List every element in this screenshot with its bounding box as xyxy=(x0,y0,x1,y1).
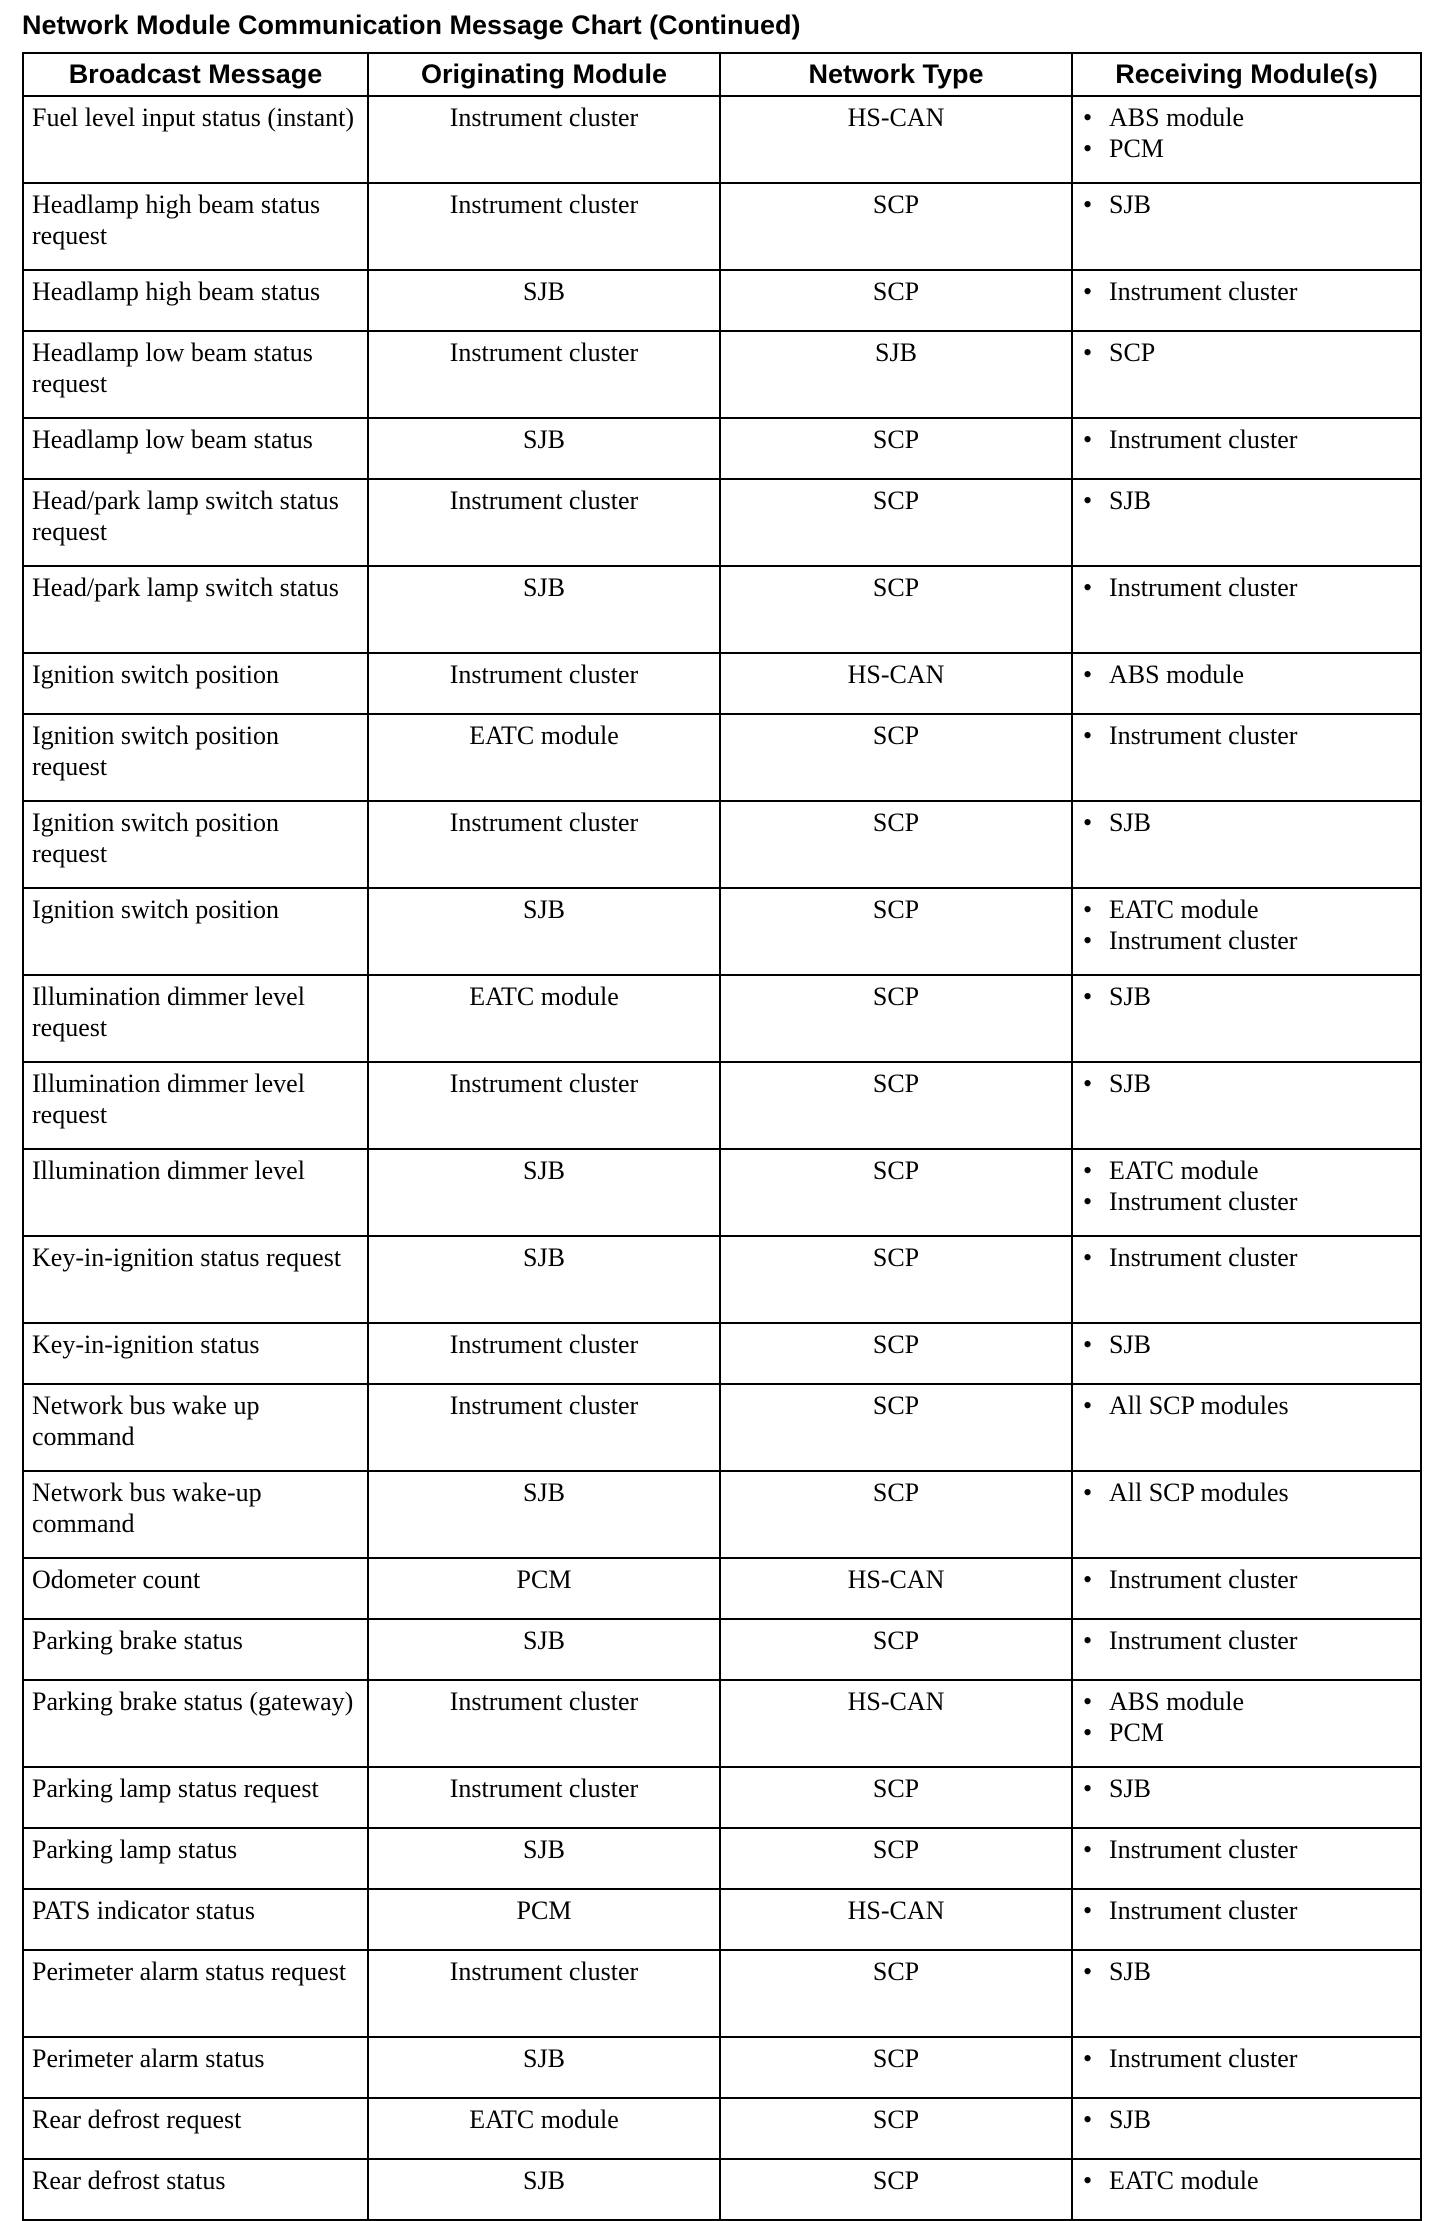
receiving-module-item: • SCP xyxy=(1081,338,1412,369)
broadcast-message-cell: Headlamp high beam status request xyxy=(23,183,368,270)
originating-module-cell: SJB xyxy=(368,566,720,653)
originating-module-cell: SJB xyxy=(368,1149,720,1236)
originating-module-cell: Instrument cluster xyxy=(368,1767,720,1828)
table-row xyxy=(23,801,1421,888)
table-row xyxy=(23,1950,1421,2037)
receiving-module-item: • PCM xyxy=(1081,134,1412,165)
table-header-row xyxy=(23,53,1421,96)
receiving-modules-list xyxy=(1081,1774,1412,1805)
broadcast-message-cell: Headlamp low beam status xyxy=(23,418,368,479)
header-receiving-modules: Receiving Module(s) xyxy=(1072,53,1421,96)
table-row xyxy=(23,1767,1421,1828)
receiving-module-item: • All SCP modules xyxy=(1081,1391,1412,1422)
receiving-modules-list xyxy=(1081,1330,1412,1361)
originating-module-cell: Instrument cluster xyxy=(368,1950,720,2037)
table-row xyxy=(23,1323,1421,1384)
receiving-modules-list xyxy=(1081,1156,1412,1217)
receiving-modules-cell xyxy=(1072,96,1421,183)
broadcast-message-cell: Network bus wake up command xyxy=(23,1384,368,1471)
broadcast-message-cell: Parking lamp status request xyxy=(23,1767,368,1828)
broadcast-message-cell: Ignition switch position xyxy=(23,653,368,714)
originating-module-cell: SJB xyxy=(368,2037,720,2098)
originating-module-cell: Instrument cluster xyxy=(368,653,720,714)
receiving-module-item: • Instrument cluster xyxy=(1081,1835,1412,1866)
receiving-module-item: • Instrument cluster xyxy=(1081,425,1412,456)
header-network-type: Network Type xyxy=(720,53,1072,96)
receiving-modules-list xyxy=(1081,190,1412,221)
receiving-modules-list xyxy=(1081,982,1412,1013)
receiving-modules-list xyxy=(1081,2105,1412,2136)
receiving-modules-list xyxy=(1081,1069,1412,1100)
network-type-cell: SCP xyxy=(720,566,1072,653)
receiving-module-item: • SJB xyxy=(1081,1330,1412,1361)
receiving-module-item: • SJB xyxy=(1081,2105,1412,2136)
originating-module-cell: EATC module xyxy=(368,975,720,1062)
receiving-modules-cell xyxy=(1072,479,1421,566)
receiving-modules-cell xyxy=(1072,653,1421,714)
network-type-cell: SJB xyxy=(720,331,1072,418)
receiving-modules-cell xyxy=(1072,1149,1421,1236)
receiving-modules-cell xyxy=(1072,1828,1421,1889)
receiving-module-item: • Instrument cluster xyxy=(1081,2044,1412,2075)
network-type-cell: HS-CAN xyxy=(720,1558,1072,1619)
receiving-module-item: • SJB xyxy=(1081,1957,1412,1988)
message-chart-table xyxy=(22,52,1422,2221)
receiving-module-item: • Instrument cluster xyxy=(1081,1626,1412,1657)
receiving-module-item: • PCM xyxy=(1081,1718,1412,1749)
originating-module-cell: Instrument cluster xyxy=(368,801,720,888)
receiving-module-item: • ABS module xyxy=(1081,1687,1412,1718)
network-type-cell: HS-CAN xyxy=(720,96,1072,183)
receiving-modules-list xyxy=(1081,103,1412,164)
table-row xyxy=(23,1149,1421,1236)
originating-module-cell: SJB xyxy=(368,418,720,479)
receiving-module-item: • SJB xyxy=(1081,982,1412,1013)
originating-module-cell: Instrument cluster xyxy=(368,1323,720,1384)
broadcast-message-cell: Head/park lamp switch status xyxy=(23,566,368,653)
network-type-cell: HS-CAN xyxy=(720,653,1072,714)
receiving-module-item: • Instrument cluster xyxy=(1081,573,1412,604)
broadcast-message-cell: Fuel level input status (instant) xyxy=(23,96,368,183)
network-type-cell: SCP xyxy=(720,1950,1072,2037)
receiving-modules-cell xyxy=(1072,888,1421,975)
table-row xyxy=(23,1680,1421,1767)
originating-module-cell: Instrument cluster xyxy=(368,183,720,270)
network-type-cell: SCP xyxy=(720,1384,1072,1471)
network-type-cell: SCP xyxy=(720,418,1072,479)
broadcast-message-cell: PATS indicator status xyxy=(23,1889,368,1950)
broadcast-message-cell: Illumination dimmer level request xyxy=(23,1062,368,1149)
receiving-module-item: • SJB xyxy=(1081,1069,1412,1100)
table-row xyxy=(23,479,1421,566)
receiving-module-item: • Instrument cluster xyxy=(1081,277,1412,308)
page-title: Network Module Communication Message Chart (Continued) xyxy=(22,10,801,40)
receiving-module-item: • Instrument cluster xyxy=(1081,1896,1412,1927)
broadcast-message-cell: Ignition switch position request xyxy=(23,714,368,801)
receiving-modules-list xyxy=(1081,1835,1412,1866)
receiving-module-item: • Instrument cluster xyxy=(1081,1243,1412,1274)
table-row xyxy=(23,1558,1421,1619)
receiving-modules-cell xyxy=(1072,418,1421,479)
receiving-modules-cell xyxy=(1072,801,1421,888)
receiving-modules-list xyxy=(1081,2044,1412,2075)
receiving-modules-cell xyxy=(1072,1062,1421,1149)
table-row xyxy=(23,183,1421,270)
network-type-cell: SCP xyxy=(720,801,1072,888)
receiving-module-item: • Instrument cluster xyxy=(1081,1187,1412,1218)
originating-module-cell: EATC module xyxy=(368,714,720,801)
broadcast-message-cell: Rear defrost request xyxy=(23,2098,368,2159)
receiving-modules-list xyxy=(1081,895,1412,956)
table-row xyxy=(23,96,1421,183)
table-row xyxy=(23,1471,1421,1558)
receiving-modules-list xyxy=(1081,1896,1412,1927)
network-type-cell: SCP xyxy=(720,1619,1072,1680)
receiving-modules-cell xyxy=(1072,331,1421,418)
broadcast-message-cell: Head/park lamp switch status request xyxy=(23,479,368,566)
broadcast-message-cell: Headlamp high beam status xyxy=(23,270,368,331)
receiving-modules-list xyxy=(1081,808,1412,839)
network-type-cell: SCP xyxy=(720,479,1072,566)
broadcast-message-cell: Illumination dimmer level request xyxy=(23,975,368,1062)
table-row xyxy=(23,714,1421,801)
receiving-modules-list xyxy=(1081,277,1412,308)
receiving-module-item: • ABS module xyxy=(1081,660,1412,691)
receiving-modules-list xyxy=(1081,1478,1412,1509)
receiving-module-item: • ABS module xyxy=(1081,103,1412,134)
originating-module-cell: Instrument cluster xyxy=(368,1384,720,1471)
receiving-modules-cell xyxy=(1072,1767,1421,1828)
network-type-cell: HS-CAN xyxy=(720,1680,1072,1767)
receiving-module-item: • Instrument cluster xyxy=(1081,926,1412,957)
receiving-modules-list xyxy=(1081,1565,1412,1596)
originating-module-cell: SJB xyxy=(368,2159,720,2220)
table-row xyxy=(23,566,1421,653)
receiving-modules-cell xyxy=(1072,2037,1421,2098)
receiving-modules-cell xyxy=(1072,714,1421,801)
table-row xyxy=(23,2037,1421,2098)
broadcast-message-cell: Perimeter alarm status request xyxy=(23,1950,368,2037)
receiving-modules-cell xyxy=(1072,183,1421,270)
originating-module-cell: Instrument cluster xyxy=(368,96,720,183)
broadcast-message-cell: Ignition switch position request xyxy=(23,801,368,888)
broadcast-message-cell: Rear defrost status xyxy=(23,2159,368,2220)
receiving-module-item: • Instrument cluster xyxy=(1081,721,1412,752)
receiving-module-item: • All SCP modules xyxy=(1081,1478,1412,1509)
broadcast-message-cell: Parking brake status xyxy=(23,1619,368,1680)
receiving-modules-list xyxy=(1081,721,1412,752)
originating-module-cell: PCM xyxy=(368,1889,720,1950)
receiving-modules-cell xyxy=(1072,2159,1421,2220)
originating-module-cell: SJB xyxy=(368,1828,720,1889)
table-row xyxy=(23,975,1421,1062)
originating-module-cell: PCM xyxy=(368,1558,720,1619)
table-row xyxy=(23,1619,1421,1680)
receiving-modules-cell xyxy=(1072,1619,1421,1680)
broadcast-message-cell: Key-in-ignition status xyxy=(23,1323,368,1384)
receiving-module-item: • SJB xyxy=(1081,190,1412,221)
receiving-modules-cell xyxy=(1072,270,1421,331)
network-type-cell: SCP xyxy=(720,888,1072,975)
receiving-modules-list xyxy=(1081,425,1412,456)
network-type-cell: SCP xyxy=(720,1062,1072,1149)
receiving-module-item: • EATC module xyxy=(1081,895,1412,926)
receiving-modules-cell xyxy=(1072,1950,1421,2037)
network-type-cell: SCP xyxy=(720,1323,1072,1384)
broadcast-message-cell: Headlamp low beam status request xyxy=(23,331,368,418)
network-type-cell: SCP xyxy=(720,2098,1072,2159)
receiving-modules-list xyxy=(1081,1687,1412,1748)
document-page xyxy=(22,8,1420,2221)
table-row xyxy=(23,2098,1421,2159)
receiving-modules-cell xyxy=(1072,2098,1421,2159)
receiving-modules-list xyxy=(1081,1626,1412,1657)
network-type-cell: SCP xyxy=(720,1828,1072,1889)
receiving-modules-list xyxy=(1081,573,1412,604)
receiving-module-item: • EATC module xyxy=(1081,1156,1412,1187)
broadcast-message-cell: Illumination dimmer level xyxy=(23,1149,368,1236)
receiving-modules-cell xyxy=(1072,1471,1421,1558)
receiving-modules-list xyxy=(1081,660,1412,691)
receiving-modules-cell xyxy=(1072,1384,1421,1471)
originating-module-cell: SJB xyxy=(368,1236,720,1323)
table-row xyxy=(23,2159,1421,2220)
originating-module-cell: SJB xyxy=(368,1619,720,1680)
network-type-cell: SCP xyxy=(720,183,1072,270)
broadcast-message-cell: Parking brake status (gateway) xyxy=(23,1680,368,1767)
table-row xyxy=(23,331,1421,418)
table-row xyxy=(23,653,1421,714)
broadcast-message-cell: Parking lamp status xyxy=(23,1828,368,1889)
receiving-modules-list xyxy=(1081,1957,1412,1988)
originating-module-cell: Instrument cluster xyxy=(368,331,720,418)
originating-module-cell: SJB xyxy=(368,270,720,331)
receiving-modules-cell xyxy=(1072,1558,1421,1619)
originating-module-cell: Instrument cluster xyxy=(368,479,720,566)
network-type-cell: SCP xyxy=(720,270,1072,331)
receiving-modules-list xyxy=(1081,1391,1412,1422)
broadcast-message-cell: Odometer count xyxy=(23,1558,368,1619)
header-originating-module: Originating Module xyxy=(368,53,720,96)
broadcast-message-cell: Ignition switch position xyxy=(23,888,368,975)
network-type-cell: SCP xyxy=(720,1471,1072,1558)
table-row xyxy=(23,1236,1421,1323)
receiving-modules-cell xyxy=(1072,1236,1421,1323)
table-row xyxy=(23,1062,1421,1149)
table-row xyxy=(23,1828,1421,1889)
broadcast-message-cell: Network bus wake-up command xyxy=(23,1471,368,1558)
receiving-modules-cell xyxy=(1072,975,1421,1062)
network-type-cell: SCP xyxy=(720,975,1072,1062)
receiving-module-item: • Instrument cluster xyxy=(1081,1565,1412,1596)
network-type-cell: SCP xyxy=(720,1236,1072,1323)
originating-module-cell: Instrument cluster xyxy=(368,1680,720,1767)
network-type-cell: SCP xyxy=(720,2037,1072,2098)
network-type-cell: SCP xyxy=(720,1149,1072,1236)
receiving-modules-list xyxy=(1081,1243,1412,1274)
receiving-modules-cell xyxy=(1072,1680,1421,1767)
receiving-module-item: • SJB xyxy=(1081,486,1412,517)
table-body xyxy=(23,96,1421,2220)
broadcast-message-cell: Perimeter alarm status xyxy=(23,2037,368,2098)
receiving-modules-list xyxy=(1081,486,1412,517)
receiving-modules-cell xyxy=(1072,566,1421,653)
originating-module-cell: EATC module xyxy=(368,2098,720,2159)
originating-module-cell: SJB xyxy=(368,888,720,975)
originating-module-cell: Instrument cluster xyxy=(368,1062,720,1149)
originating-module-cell: SJB xyxy=(368,1471,720,1558)
table-row xyxy=(23,1889,1421,1950)
network-type-cell: SCP xyxy=(720,1767,1072,1828)
receiving-module-item: • EATC module xyxy=(1081,2166,1412,2197)
table-row xyxy=(23,270,1421,331)
receiving-modules-cell xyxy=(1072,1889,1421,1950)
broadcast-message-cell: Key-in-ignition status request xyxy=(23,1236,368,1323)
receiving-module-item: • SJB xyxy=(1081,1774,1412,1805)
table-row xyxy=(23,418,1421,479)
receiving-modules-list xyxy=(1081,338,1412,369)
network-type-cell: HS-CAN xyxy=(720,1889,1072,1950)
network-type-cell: SCP xyxy=(720,2159,1072,2220)
receiving-modules-list xyxy=(1081,2166,1412,2197)
network-type-cell: SCP xyxy=(720,714,1072,801)
header-broadcast-message: Broadcast Message xyxy=(23,53,368,96)
receiving-module-item: • SJB xyxy=(1081,808,1412,839)
receiving-modules-cell xyxy=(1072,1323,1421,1384)
table-row xyxy=(23,1384,1421,1471)
table-row xyxy=(23,888,1421,975)
